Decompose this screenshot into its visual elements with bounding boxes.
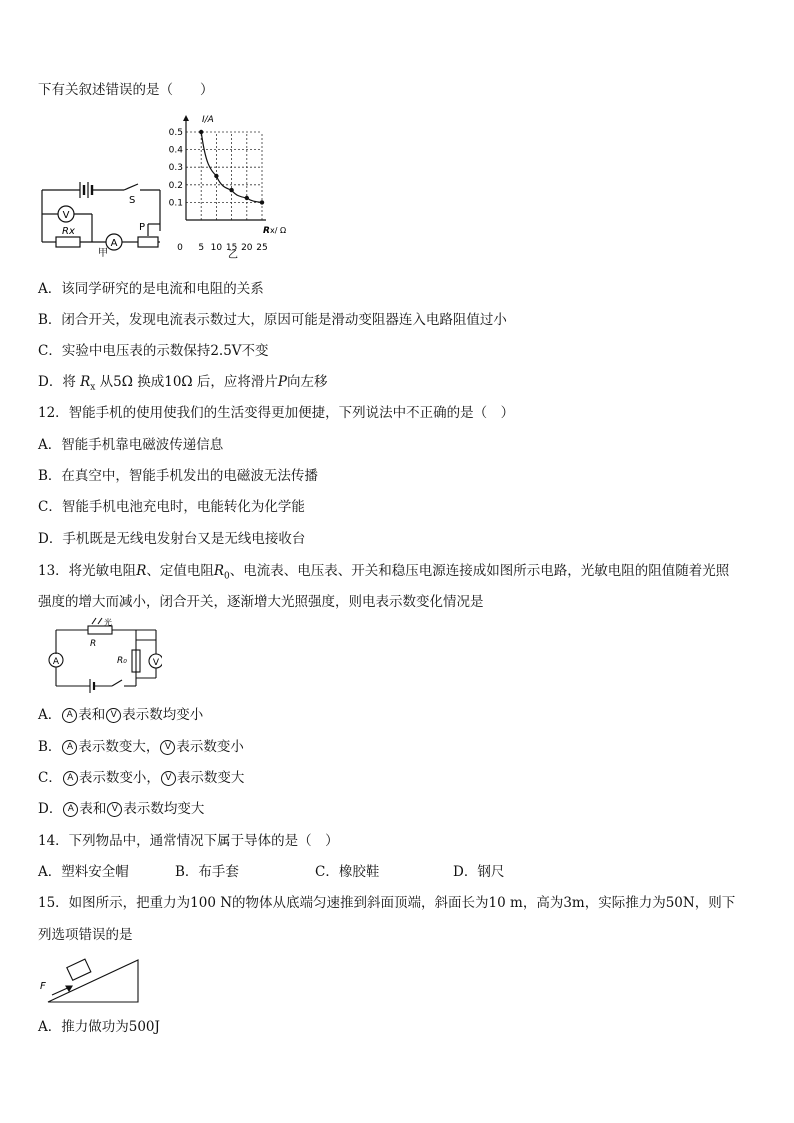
x-tick-label: 10 (210, 243, 223, 253)
q15-stem-line1: 15．如图所示，把重力为100 N的物体从底端匀速推到斜面顶端，斜面长为10 m，高为3m，实际推力为50N，则下 (38, 895, 736, 911)
q11-rx-label: Rx (62, 226, 75, 237)
q13-r0-label: R₀ (117, 656, 127, 666)
data-point (199, 130, 203, 134)
q15-incline-figure (38, 952, 142, 1004)
q13-stem-line1: 13．将光敏电阻R、定值电阻$R_0$、电流表、电压表、开关和稳压电源连接成如图所示电路，光敏电阻的阻值随着光照 (38, 563, 730, 582)
q13-ammeter-glyph: A (52, 657, 60, 667)
data-point (260, 200, 264, 204)
q12-option-d: D．手机既是无线电发射台又是无线电接收台 (38, 531, 306, 547)
x-tick-label: 0 (177, 243, 183, 253)
y-tick-label: 0.5 (168, 128, 183, 138)
y-tick-label: 0.1 (168, 198, 183, 209)
q11-graph-yi (166, 112, 300, 264)
ammeter-icon: A (62, 708, 77, 723)
x-tick-label: 20 (241, 243, 253, 253)
q11-voltmeter-glyph: V (62, 210, 70, 221)
q13-stem-line2: 强度的增大而减小，闭合开关，逐渐增大光照强度，则电表示数变化情况是 (38, 594, 484, 610)
ammeter-icon: A (63, 802, 78, 817)
y-axis-arrow (183, 115, 189, 121)
q15-option-a: A．推力做功为500J (38, 1019, 160, 1035)
q13-option-d: D． A 表和 V 表示数均变大 (38, 801, 205, 817)
data-point (214, 174, 218, 178)
ammeter-icon: A (63, 771, 78, 786)
voltmeter-icon: V (160, 740, 175, 755)
voltmeter-icon: V (107, 802, 122, 817)
q11-ammeter-glyph: A (110, 238, 118, 249)
q12-stem: 12．智能手机的使用使我们的生活变得更加便捷，下列说法中不正确的是（ ） (38, 405, 515, 421)
q11-option-a: A．该同学研究的是电流和电阻的关系 (38, 281, 264, 297)
q11-switch-label: S (129, 195, 136, 206)
q12-option-b: B．在真空中，智能手机发出的电磁波无法传播 (38, 468, 318, 484)
data-point (245, 196, 249, 200)
q11-option-c: C．实验中电压表的示数保持2.5V不变 (38, 343, 269, 359)
q13-option-a: A． A 表和 V 表示数均变小 (38, 707, 204, 723)
x-tick-label: 5 (198, 243, 205, 253)
q11-circuit-jia (38, 176, 166, 258)
q14-option-a: A．塑料安全帽 (38, 864, 129, 880)
y-tick-label: 0.3 (168, 163, 183, 174)
q11-graph-xunit: x/ Ω (270, 226, 287, 235)
y-tick-label: 0.4 (168, 145, 183, 156)
q14-option-d: D．钢尺 (453, 864, 505, 880)
y-tick-label: 0.2 (168, 180, 183, 191)
q14-option-b: B．布手套 (175, 864, 239, 880)
q11-option-d: D．将 $R_x$ 从5Ω 换成10Ω 后，应将滑片P向左移 (38, 374, 328, 393)
q11-option-b: B．闭合开关，发现电流表示数过大，原因可能是滑动变阻器连入电路阻值过小 (38, 312, 507, 328)
q13-voltmeter-glyph: V (152, 658, 160, 668)
voltmeter-icon: V (161, 771, 176, 786)
q14-option-c: C．橡胶鞋 (315, 864, 380, 880)
q15-stem-line2: 列选项错误的是 (38, 927, 133, 943)
q11-graph-ylabel: I/A (202, 115, 214, 125)
q11-slider-label: P (139, 222, 146, 233)
ammeter-icon: A (62, 740, 77, 755)
q13-option-b: B． A 表示数变大， V 表示数变小 (38, 739, 244, 755)
voltmeter-icon: V (106, 708, 121, 723)
q11-stem: 下有关叙述错误的是（ ） (38, 82, 214, 98)
q13-option-c: C． A 表示数变小， V 表示数变大 (38, 770, 245, 786)
q12-option-a: A．智能手机靠电磁波传递信息 (38, 437, 224, 453)
q14-stem: 14．下列物品中，通常情况下属于导体的是（ ） (38, 833, 339, 849)
x-tick-label: 15 (225, 243, 238, 253)
data-point (229, 188, 233, 192)
q13-circuit-figure (38, 616, 162, 694)
q13-light-label: 光 (104, 618, 112, 627)
q13-r-label: R (90, 639, 97, 649)
q15-force-label: F (40, 981, 46, 992)
q14-options (38, 863, 504, 881)
q11-fig-yi-label: 乙 (228, 250, 238, 261)
x-tick-label: 25 (256, 243, 268, 253)
q11-fig-jia-label: 甲 (98, 248, 108, 258)
q12-option-c: C．智能手机电池充电时，电能转化为化学能 (38, 499, 305, 515)
q11-graph-xlabel: R (263, 226, 270, 236)
